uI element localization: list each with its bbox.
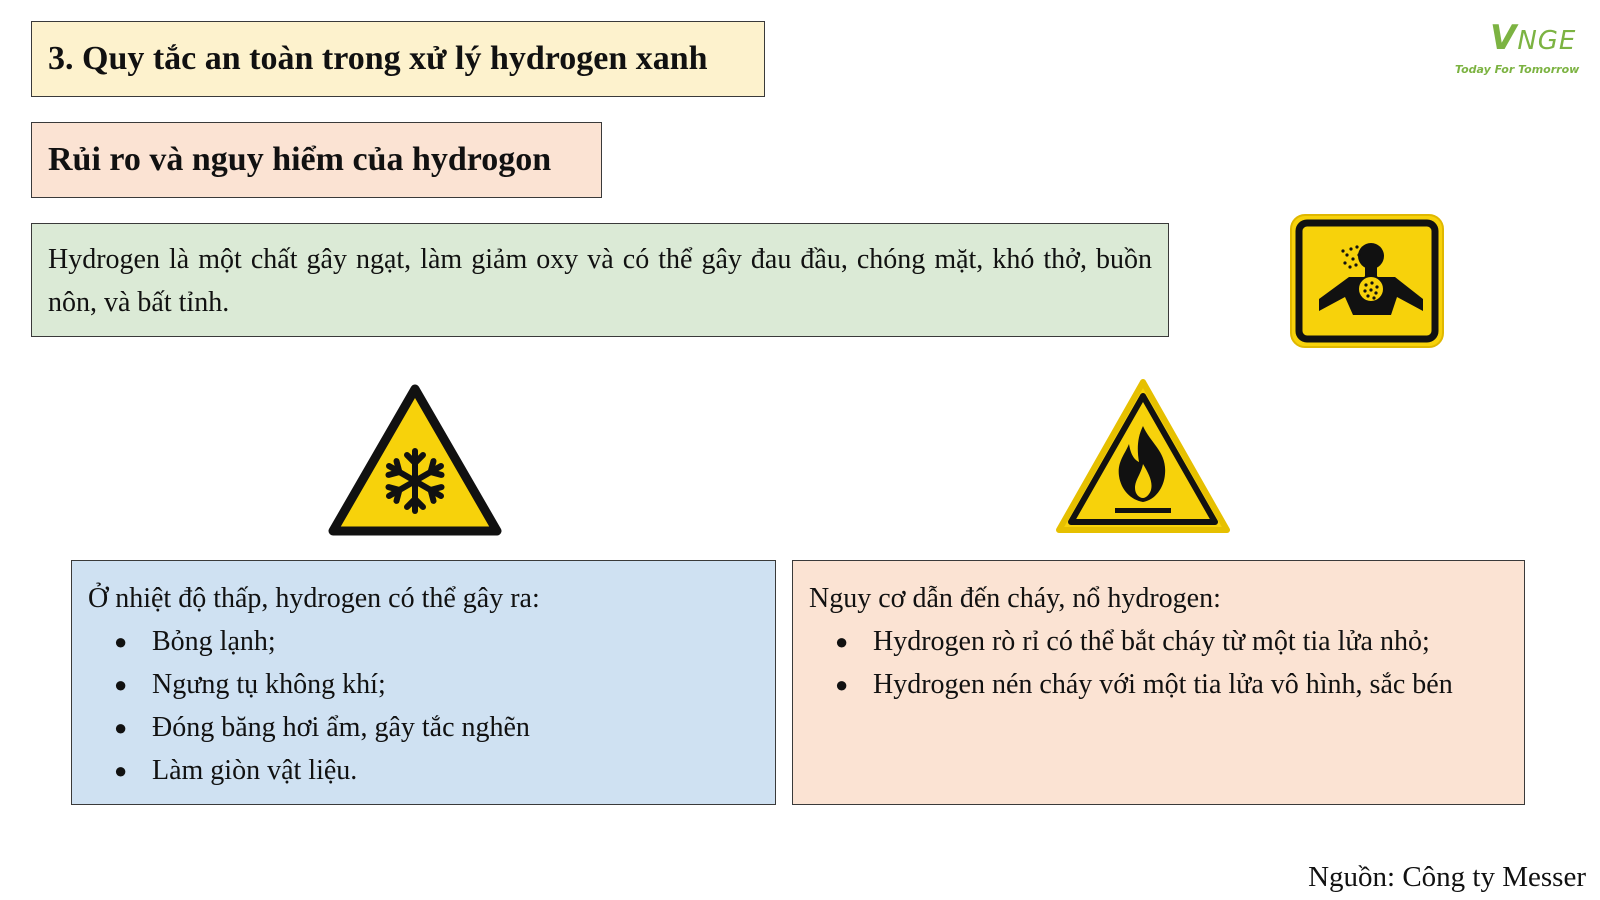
section-heading-text: Rủi ro và nguy hiểm của hydrogon	[48, 141, 552, 178]
asphyxiant-text: Hydrogen là một chất gây ngạt, làm giảm oxy và có thể gây đau đầu, chóng mặt, khó thở, buồn nôn, và bất tỉnh.	[48, 244, 1152, 318]
low-temperature-risks	[71, 560, 776, 805]
list-item: ● Hydrogen nén cháy với một tia lửa vô hình, sắc bén	[809, 663, 1506, 706]
fire-explosion-risks	[792, 560, 1525, 805]
fire-risk-list	[809, 620, 1506, 706]
fire-lead-text: Nguy cơ dẫn đến cháy, nổ hydrogen:	[809, 583, 1221, 614]
flammable-warning-icon	[1055, 378, 1231, 538]
list-item: ● Ngưng tụ không khí;	[88, 663, 761, 706]
source-note: Nguồn: Công ty Messer	[1308, 861, 1586, 893]
slide-title-text: 3. Quy tắc an toàn trong xử lý hydrogen xanh	[48, 40, 708, 77]
asphyxiation-warning-icon	[1287, 211, 1447, 351]
list-item: ● Làm giòn vật liệu.	[88, 749, 761, 792]
list-item: ● Đóng băng hơi ẩm, gây tắc nghẽn	[88, 706, 761, 749]
list-item: ● Hydrogen rò rỉ có thể bắt cháy từ một tia lửa nhỏ;	[809, 620, 1506, 663]
cold-risk-list	[88, 620, 761, 792]
logo-tagline: Today For Tomorrow	[1455, 63, 1580, 76]
slide-title	[31, 21, 765, 97]
logo-mark: VNGE	[1490, 18, 1577, 58]
low-temperature-warning-icon	[327, 383, 503, 539]
cold-lead-text: Ở nhiệt độ thấp, hydrogen có thể gây ra:	[88, 583, 540, 614]
vnge-logo	[1455, 18, 1590, 88]
section-heading	[31, 122, 602, 198]
list-item: ● Bỏng lạnh;	[88, 620, 761, 663]
asphyxiant-description	[31, 223, 1169, 337]
